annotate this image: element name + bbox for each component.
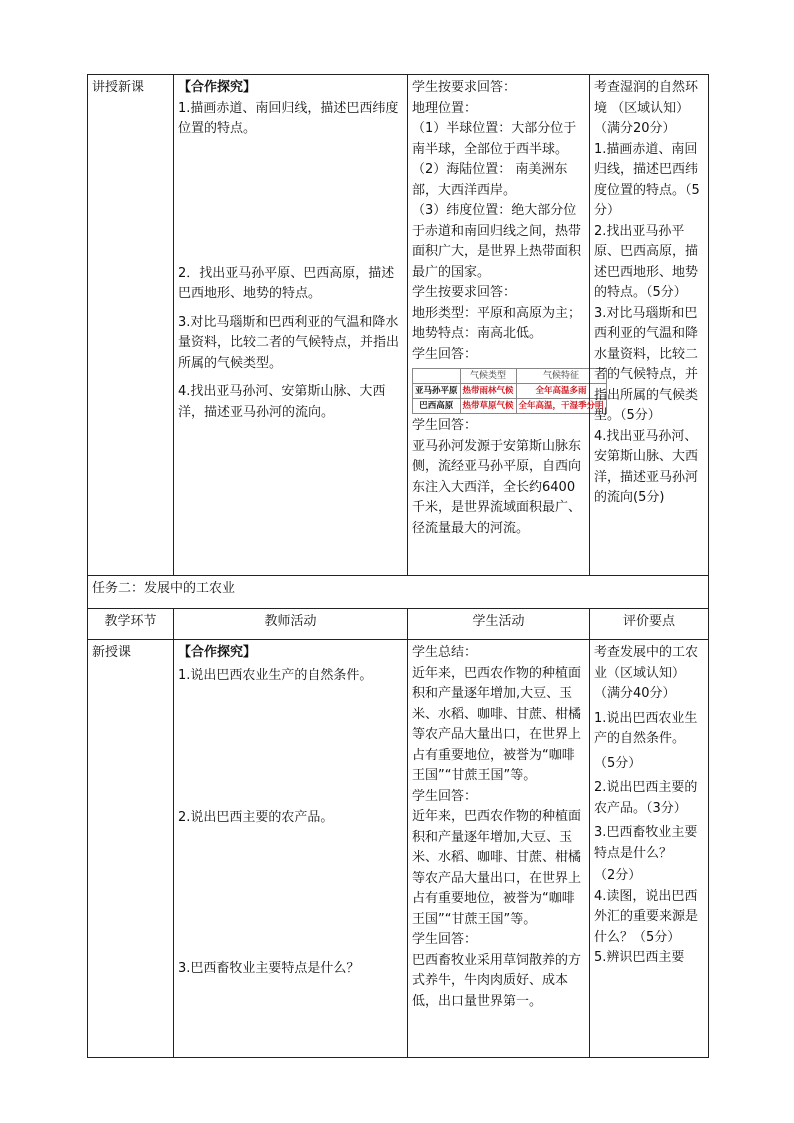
- teacher-question-2: 2.说出巴西主要的农产品。: [178, 810, 334, 825]
- geo-hemisphere: （1）半球位置：大部分位于南半球，全部位于西半球。: [412, 121, 577, 157]
- evaluation-score-3: （2分）: [594, 868, 642, 883]
- column-header-row: [88, 609, 709, 640]
- climate-table: [412, 368, 607, 414]
- terrain-type: 地形类型：平原和高原为主；: [412, 305, 582, 321]
- section1-student-activity: [408, 75, 604, 576]
- student-intro-2: 学生回答：: [412, 788, 478, 804]
- evaluation-item-4: 4.读图，说出巴西外汇的重要来源是什么？（5分）: [594, 888, 699, 945]
- climate-place: 亚马孙平原: [413, 384, 461, 399]
- column-header-stage: 教学环节: [88, 609, 174, 640]
- student-answer-1: 近年来，巴西农作物的种植面积和产量逐年增加,大豆、玉米、水稻、咖啡、甘蔗、柑橘等农产品大量出口，在世界上占有重要地位，被誉为“咖啡王国”“甘蔗王国”等。: [412, 665, 582, 783]
- section2-teacher-activity: [174, 640, 408, 1058]
- student-intro-3: 学生回答：: [412, 346, 478, 362]
- climate-header-feature: 气候特征: [516, 369, 606, 384]
- student-intro-4: 学生回答：: [412, 418, 478, 433]
- evaluation-score-1: （5分）: [594, 755, 642, 771]
- section1-stage: [88, 75, 174, 576]
- section1-evaluation: [590, 75, 709, 576]
- teacher-question-2: 2．找出亚马孙平原、巴西高原，描述巴西地形、地势的特点。: [178, 265, 395, 301]
- evaluation-item-3: 3.对比马瑙斯和巴西利亚的气温和降水量资料，比较二者的气候特点，并指出所属的气候类型。（5分）: [594, 305, 699, 423]
- geo-sea-land: （2）海陆位置： 南美洲东部，大西洋西岸。: [412, 162, 568, 198]
- stage-label: 讲授新课: [92, 80, 145, 95]
- teacher-question-3: 3.对比马瑙斯和巴西利亚的气温和降水量资料，比较二者的气候特点，并指出所属的气候类型。: [178, 314, 400, 371]
- geo-latitude: （3）纬度位置：绝大部分位于赤道和南回归线之间，热带面积广大，是世界上热带面积最广的国家。: [412, 203, 582, 280]
- evaluation-title: 考查湿润的自然环境 （区域认知）（满分20分）: [594, 80, 699, 136]
- student-intro-2: 学生按要求回答：: [412, 285, 517, 300]
- climate-feature: 全年高温多雨: [516, 384, 606, 399]
- student-answer-2: 近年来，巴西农作物的种植面积和产量逐年增加,大豆、玉米、水稻、咖啡、甘蔗、柑橘等农产品大量出口，在世界上占有重要地位，被誉为“咖啡王国”“甘蔗王国”等。: [412, 809, 582, 927]
- evaluation-item-1: 1.说出巴西农业生产的自然条件。: [594, 710, 698, 746]
- evaluation-item-2: 2.找出亚马孙平原、巴西高原，描述巴西地形、地势的特点。（5分）: [594, 223, 699, 300]
- lesson-plan-table: [87, 74, 709, 1058]
- evaluation-item-5: 5.辨识巴西主要: [594, 950, 685, 965]
- section2-row: [88, 640, 709, 1058]
- evaluation-item-4: 4.找出亚马孙河、安第斯山脉、大西洋，描述亚马孙河的流向(5分): [594, 428, 699, 505]
- climate-type: 热带雨林气候: [460, 384, 516, 399]
- evaluation-item-2: 2.说出巴西主要的农产品。（3分）: [594, 780, 698, 816]
- climate-place: 巴西高原: [413, 399, 461, 414]
- geo-title: 地理位置：: [412, 100, 478, 116]
- student-intro-3: 学生回答：: [412, 932, 478, 947]
- section2-stage: [88, 640, 174, 1058]
- climate-table-blank: [413, 369, 461, 384]
- student-intro-1: 学生按要求回答：: [412, 80, 517, 95]
- section2-student-activity: [408, 640, 590, 1058]
- teacher-header: 【合作探究】: [178, 645, 257, 660]
- evaluation-item-3: 3.巴西畜牧业主要特点是什么？: [594, 825, 698, 861]
- student-intro-1: 学生总结：: [412, 645, 478, 660]
- terrain-feature: 地势特点：南高北低。: [412, 326, 543, 341]
- teacher-question-4: 4.找出亚马孙河、安第斯山脉、大西洋，描述亚马孙河的流向。: [178, 384, 386, 420]
- section1-row: [88, 75, 709, 576]
- climate-feature: 全年高温，干湿季分明: [516, 399, 606, 414]
- evaluation-item-1: 1.描画赤道、南回归线，描述巴西纬度位置的特点。（5分）: [594, 141, 700, 218]
- climate-header-type: 气候类型: [460, 369, 516, 384]
- teacher-question-1: 1.说出巴西农业生产的自然条件。: [178, 667, 373, 683]
- section2-evaluation: [590, 640, 709, 1058]
- task2-title: 任务二：发展中的工农业: [88, 576, 709, 609]
- evaluation-title: 考查发展中的工农业（区域认知）（满分40分）: [594, 645, 699, 701]
- teacher-question-1: 1.描画赤道、南回归线，描述巴西纬度位置的特点。: [178, 100, 399, 136]
- river-answer: 亚马孙河发源于安第斯山脉东侧，流经亚马孙平原，自西向东注入大西洋，全长约6400千米，是世界流域面积最广、径流量最大的河流。: [412, 438, 582, 536]
- section1-teacher-activity: [174, 75, 408, 576]
- column-header-evaluation: 评价要点: [590, 609, 709, 640]
- teacher-header: 【合作探究】: [178, 80, 257, 95]
- climate-table-header: [413, 369, 607, 384]
- column-header-teacher: 教师活动: [174, 609, 408, 640]
- column-header-student: 学生活动: [408, 609, 590, 640]
- climate-row: [413, 384, 607, 399]
- task2-row: [88, 576, 709, 609]
- climate-type: 热带草原气候: [460, 399, 516, 414]
- climate-row: [413, 399, 607, 414]
- teacher-question-3: 3.巴西畜牧业主要特点是什么？: [178, 960, 360, 976]
- student-answer-3: 巴西畜牧业采用草饲散养的方式养牛，牛肉肉质好、成本低，出口量世界第一。: [412, 952, 582, 1009]
- stage-label: 新授课: [92, 645, 132, 660]
